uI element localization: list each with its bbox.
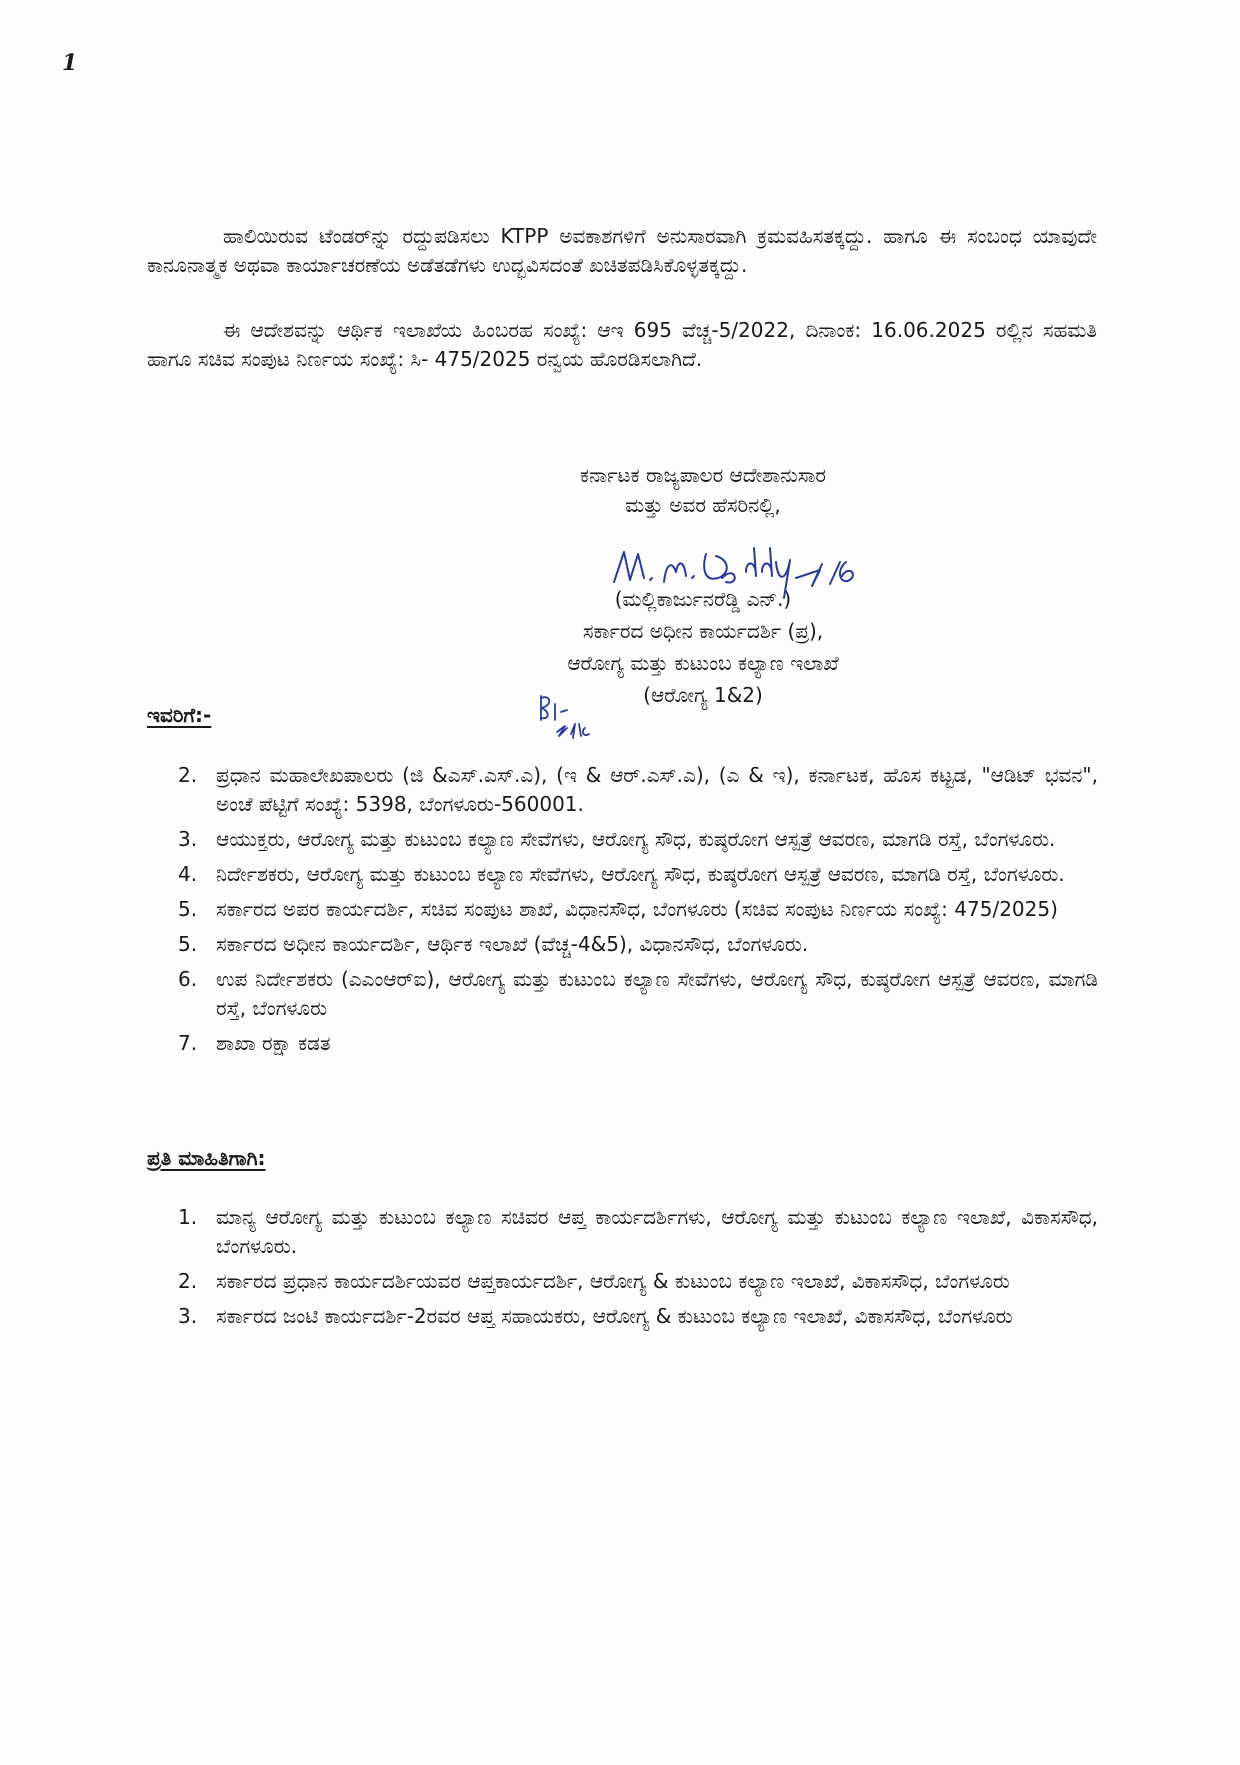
officer-name: (ಮಲ್ಲಿಕಾರ್ಜುನರೆಡ್ಡಿ ಎನ್.) [614, 587, 792, 611]
copy-to-list [178, 1203, 1098, 1337]
officer-designation: ಸರ್ಕಾರದ ಅಧೀನ ಕಾರ್ಯದರ್ಶಿ (ಪ್ರ), [582, 619, 824, 643]
list-item: 7. ಶಾಖಾ ರಕ್ಷಾ ಕಡತ [178, 1031, 331, 1055]
body-text [147, 222, 1097, 374]
recipients-list [178, 761, 1098, 1064]
governor-order-block [508, 460, 898, 520]
order-line-2: ಮತ್ತು ಅವರ ಹೆಸರಿನಲ್ಲಿ, [625, 493, 781, 517]
paragraph-1-text: ಹಾಲಿಯಿರುವ ಟೆಂಡರ್‌ನ್ನು ರದ್ದುಪಡಿಸಲು KTPP ಅವಕಾಶಗಳಿಗೆ ಅನುಸಾರವಾಗಿ ಕ್ರಮವಹಿಸತಕ್ಕದ್ದು. ಹಾಗೂ ಈ ಸಂಬಂಧ ಯಾವುದೇ ಕಾನೂನಾತ್ಮಕ ಅಥವಾ ಕಾರ್ಯಾಚರಣೆಯ ಅಡೆತಡೆಗಳು ಉದ್ಭವಿಸದಂತೆ ಖಚಿತಪಡಿಸಿಕೊಳ್ಳತಕ್ಕದ್ದು. [147, 224, 1097, 277]
list-item: 4. ನಿರ್ದೇಶಕರು, ಆರೋಗ್ಯ ಮತ್ತು ಕುಟುಂಬ ಕಲ್ಯಾಣ ಸೇವೆಗಳು, ಆರೋಗ್ಯ ಸೌಧ, ಕುಷ್ಠರೋಗ ಆಸ್ಪತ್ರೆ ಆವರಣ, ಮಾಗಡಿ ರಸ್ತೆ, ಬೆಂಗಳೂರು. [178, 862, 1065, 886]
copy-to-heading: ಪ್ರತಿ ಮಾಹಿತಿಗಾಗಿ: [147, 1146, 266, 1170]
list-item: 5. ಸರ್ಕಾರದ ಅಧೀನ ಕಾರ್ಯದರ್ಶಿ, ಆರ್ಥಿಕ ಇಲಾಖೆ (ವೆಚ್ಚ-4&5), ವಿಧಾನಸೌಧ, ಬೆಂಗಳೂರು. [178, 932, 809, 956]
officer-department: ಆರೋಗ್ಯ ಮತ್ತು ಕುಟುಂಬ ಕಲ್ಯಾಣ ಇಲಾಖೆ [567, 651, 839, 675]
list-item: 2. ಪ್ರಧಾನ ಮಹಾಲೇಖಪಾಲರು (ಜಿ &ಎಸ್.ಎಸ್.ಎ), (ಇ & ಆರ್.ಎಸ್.ಎ), (ಎ & ಇ), ಕರ್ನಾಟಕ, ಹೊಸ ಕಟ್ಟಡ, "ಆಡಿಟ್ ಭವನ", ಅಂಚೆ ಪೆಟ್ಟಿಗೆ ಸಂಖ್ಯೆ: 5398, ಬೆಂಗಳೂರು-560001. [178, 763, 1098, 816]
paragraph-order-issue [147, 316, 1097, 374]
list-item: 3. ಆಯುಕ್ತರು, ಆರೋಗ್ಯ ಮತ್ತು ಕುಟುಂಬ ಕಲ್ಯಾಣ ಸೇವೆಗಳು, ಆರೋಗ್ಯ ಸೌಧ, ಕುಷ್ಠರೋಗ ಆಸ್ಪತ್ರೆ ಆವರಣ, ಮಾಗಡಿ ರಸ್ತೆ, ಬೆಂಗಳೂರು. [178, 827, 1056, 851]
paragraph-2-text: ಈ ಆದೇಶವನ್ನು ಆರ್ಥಿಕ ಇಲಾಖೆಯ ಹಿಂಬರಹ ಸಂಖ್ಯೆ: ಆಇ 695 ವೆಚ್ಚ-5/2022, ದಿನಾಂಕ: 16.06.2025 ರಲ್ಲಿನ ಸಹಮತಿ ಹಾಗೂ ಸಚಿವ ಸಂಪುಟ ನಿರ್ಣಯ ಸಂಖ್ಯೆ: ಸಿ- 475/2025 ರನ್ವಯ ಹೊರಡಿಸಲಾಗಿದೆ. [147, 318, 1097, 371]
recipients-heading: ಇವರಿಗೆ:- [147, 703, 212, 727]
list-item: 3. ಸರ್ಕಾರದ ಜಂಟಿ ಕಾರ್ಯದರ್ಶಿ-2ರವರ ಆಪ್ತ ಸಹಾಯಕರು, ಆರೋಗ್ಯ & ಕುಟುಂಬ ಕಲ್ಯಾಣ ಇಲಾಖೆ, ವಿಕಾಸಸೌಧ, ಬೆಂಗಳೂರು [178, 1304, 1013, 1328]
list-item: 1. ಮಾನ್ಯ ಆರೋಗ್ಯ ಮತ್ತು ಕುಟುಂಬ ಕಲ್ಯಾಣ ಸಚಿವರ ಆಪ್ತ ಕಾರ್ಯದರ್ಶಿಗಳು, ಆರೋಗ್ಯ ಮತ್ತು ಕುಟುಂಬ ಕಲ್ಯಾಣ ಇಲಾಖೆ, ವಿಕಾಸಸೌಧ, ಬೆಂಗಳೂರು. [178, 1205, 1098, 1258]
list-item: 6. ಉಪ ನಿರ್ದೇಶಕರು (ಎಎಂಆರ್‌ಐ), ಆರೋಗ್ಯ ಮತ್ತು ಕುಟುಂಬ ಕಲ್ಯಾಣ ಸೇವೆಗಳು, ಆರೋಗ್ಯ ಸೌಧ, ಕುಷ್ಠರೋಗ ಆಸ್ಪತ್ರೆ ಆವರಣ, ಮಾಗಡಿ ರಸ್ತೆ, ಬೆಂಗಳೂರು [178, 967, 1098, 1020]
page-mark: 1 [62, 50, 78, 76]
officer-section: (ಆರೋಗ್ಯ 1&2) [643, 683, 763, 707]
list-item: 5. ಸರ್ಕಾರದ ಅಪರ ಕಾರ್ಯದರ್ಶಿ, ಸಚಿವ ಸಂಪುಟ ಶಾಖೆ, ವಿಧಾನಸೌಧ, ಬೆಂಗಳೂರು (ಸಚಿವ ಸಂಪುಟ ನಿರ್ಣಯ ಸಂಖ್ಯೆ: 475/2025) [178, 897, 1058, 921]
handwritten-initials [535, 690, 595, 740]
paragraph-cancel-tender [147, 222, 1097, 280]
order-line-1: ಕರ್ನಾಟಕ ರಾಜ್ಯಪಾಲರ ಆದೇಶಾನುಸಾರ [579, 463, 826, 487]
list-item: 2. ಸರ್ಕಾರದ ಪ್ರಧಾನ ಕಾರ್ಯದರ್ಶಿಯವರ ಆಪ್ತಕಾರ್ಯದರ್ಶಿ, ಆರೋಗ್ಯ & ಕುಟುಂಬ ಕಲ್ಯಾಣ ಇಲಾಖೆ, ವಿಕಾಸಸೌಧ, ಬೆಂಗಳೂರು [178, 1269, 1010, 1293]
